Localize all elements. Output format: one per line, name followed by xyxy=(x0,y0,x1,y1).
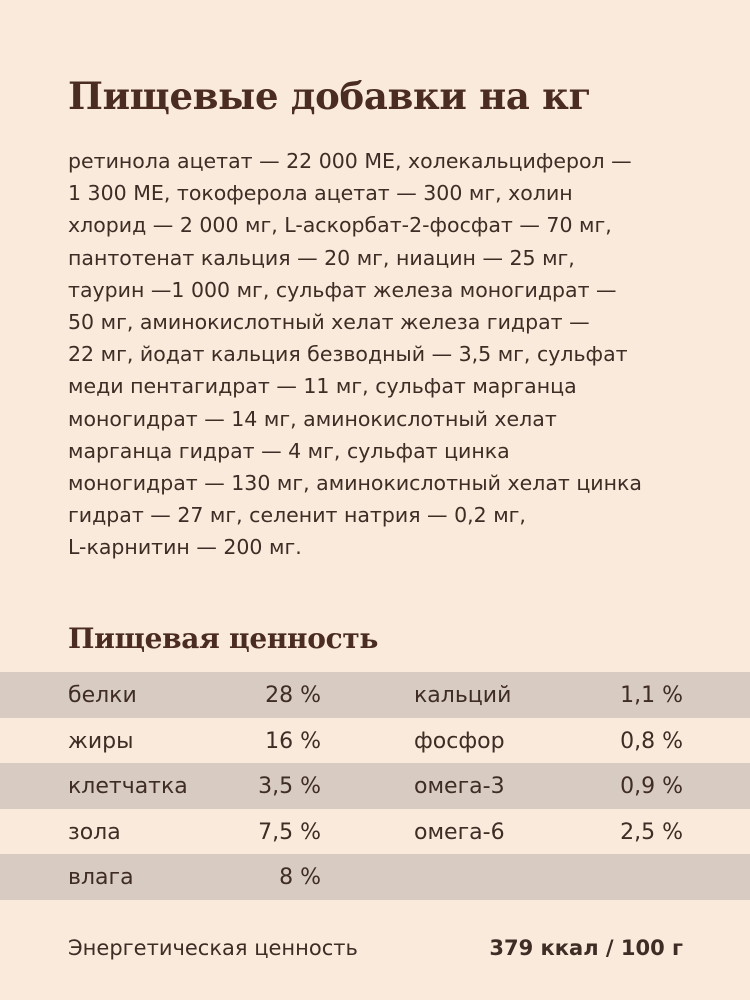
nutrient-value: 1,1 % xyxy=(620,683,683,708)
nutrient-value: 2,5 % xyxy=(620,819,683,845)
additives-line: гидрат — 27 мг, селенит натрия — 0,2 мг, xyxy=(68,503,526,528)
additives-line: меди пентагидрат — 11 мг, сульфат марганца xyxy=(68,374,577,399)
energy-label: Энергетическая ценность xyxy=(68,936,358,960)
additives-line: ретинола ацетат — 22 000 МЕ, холекальциферол — xyxy=(68,149,632,173)
nutrient-name: клетчатка xyxy=(68,774,188,799)
nutrient-value: 7,5 % xyxy=(258,819,321,845)
nutrient-name: фосфор xyxy=(414,728,505,754)
additives-line: таурин —1 000 мг, сульфат железа моногидрат — xyxy=(68,277,617,302)
table-row xyxy=(0,763,750,809)
nutrient-name: зола xyxy=(68,819,121,845)
additives-line: пантотенат кальция — 20 мг, ниацин — 25 мг, xyxy=(68,245,575,270)
table-row xyxy=(0,718,750,764)
nutrient-value: 3,5 % xyxy=(258,774,321,799)
table-row xyxy=(0,809,750,855)
nutrient-value: 0,9 % xyxy=(620,774,683,799)
additives-line: хлорид — 2 000 мг, L-аскорбат-2-фосфат — 70 мг, xyxy=(68,213,612,238)
additives-line: 22 мг, йодат кальция безводный — 3,5 мг, сульфат xyxy=(68,342,628,367)
additives-line: моногидрат — 14 мг, аминокислотный хелат xyxy=(68,406,557,431)
nutrient-name: белки xyxy=(68,683,137,708)
additives-line: L-карнитин — 200 мг. xyxy=(68,535,302,560)
nutrient-name: кальций xyxy=(414,683,512,708)
additives-line: 50 мг, аминокислотный хелат железа гидрат — xyxy=(68,310,590,335)
nutrient-name: омега-6 xyxy=(414,819,505,845)
additives-paragraph xyxy=(68,145,708,564)
additives-line: марганца гидрат — 4 мг, сульфат цинка xyxy=(68,438,510,463)
nutrient-value: 8 % xyxy=(279,865,321,890)
page-title: Пищевые добавки на кг xyxy=(68,74,591,118)
energy-value: 379 ккал / 100 г xyxy=(489,936,683,960)
nutrient-name: омега-3 xyxy=(414,774,505,799)
additives-line: моногидрат — 130 мг, аминокислотный хелат цинка xyxy=(68,471,642,496)
nutrition-table xyxy=(0,672,750,900)
table-row xyxy=(0,854,750,900)
nutrient-name: жиры xyxy=(68,728,134,754)
nutrient-value: 28 % xyxy=(265,683,321,708)
additives-line: 1 300 МЕ, токоферола ацетат — 300 мг, холин xyxy=(68,181,573,206)
nutrient-value: 16 % xyxy=(265,728,321,754)
nutrient-value: 0,8 % xyxy=(620,728,683,754)
nutrient-name: влага xyxy=(68,865,134,890)
nutrition-title: Пищевая ценность xyxy=(68,622,379,655)
table-row xyxy=(0,672,750,718)
